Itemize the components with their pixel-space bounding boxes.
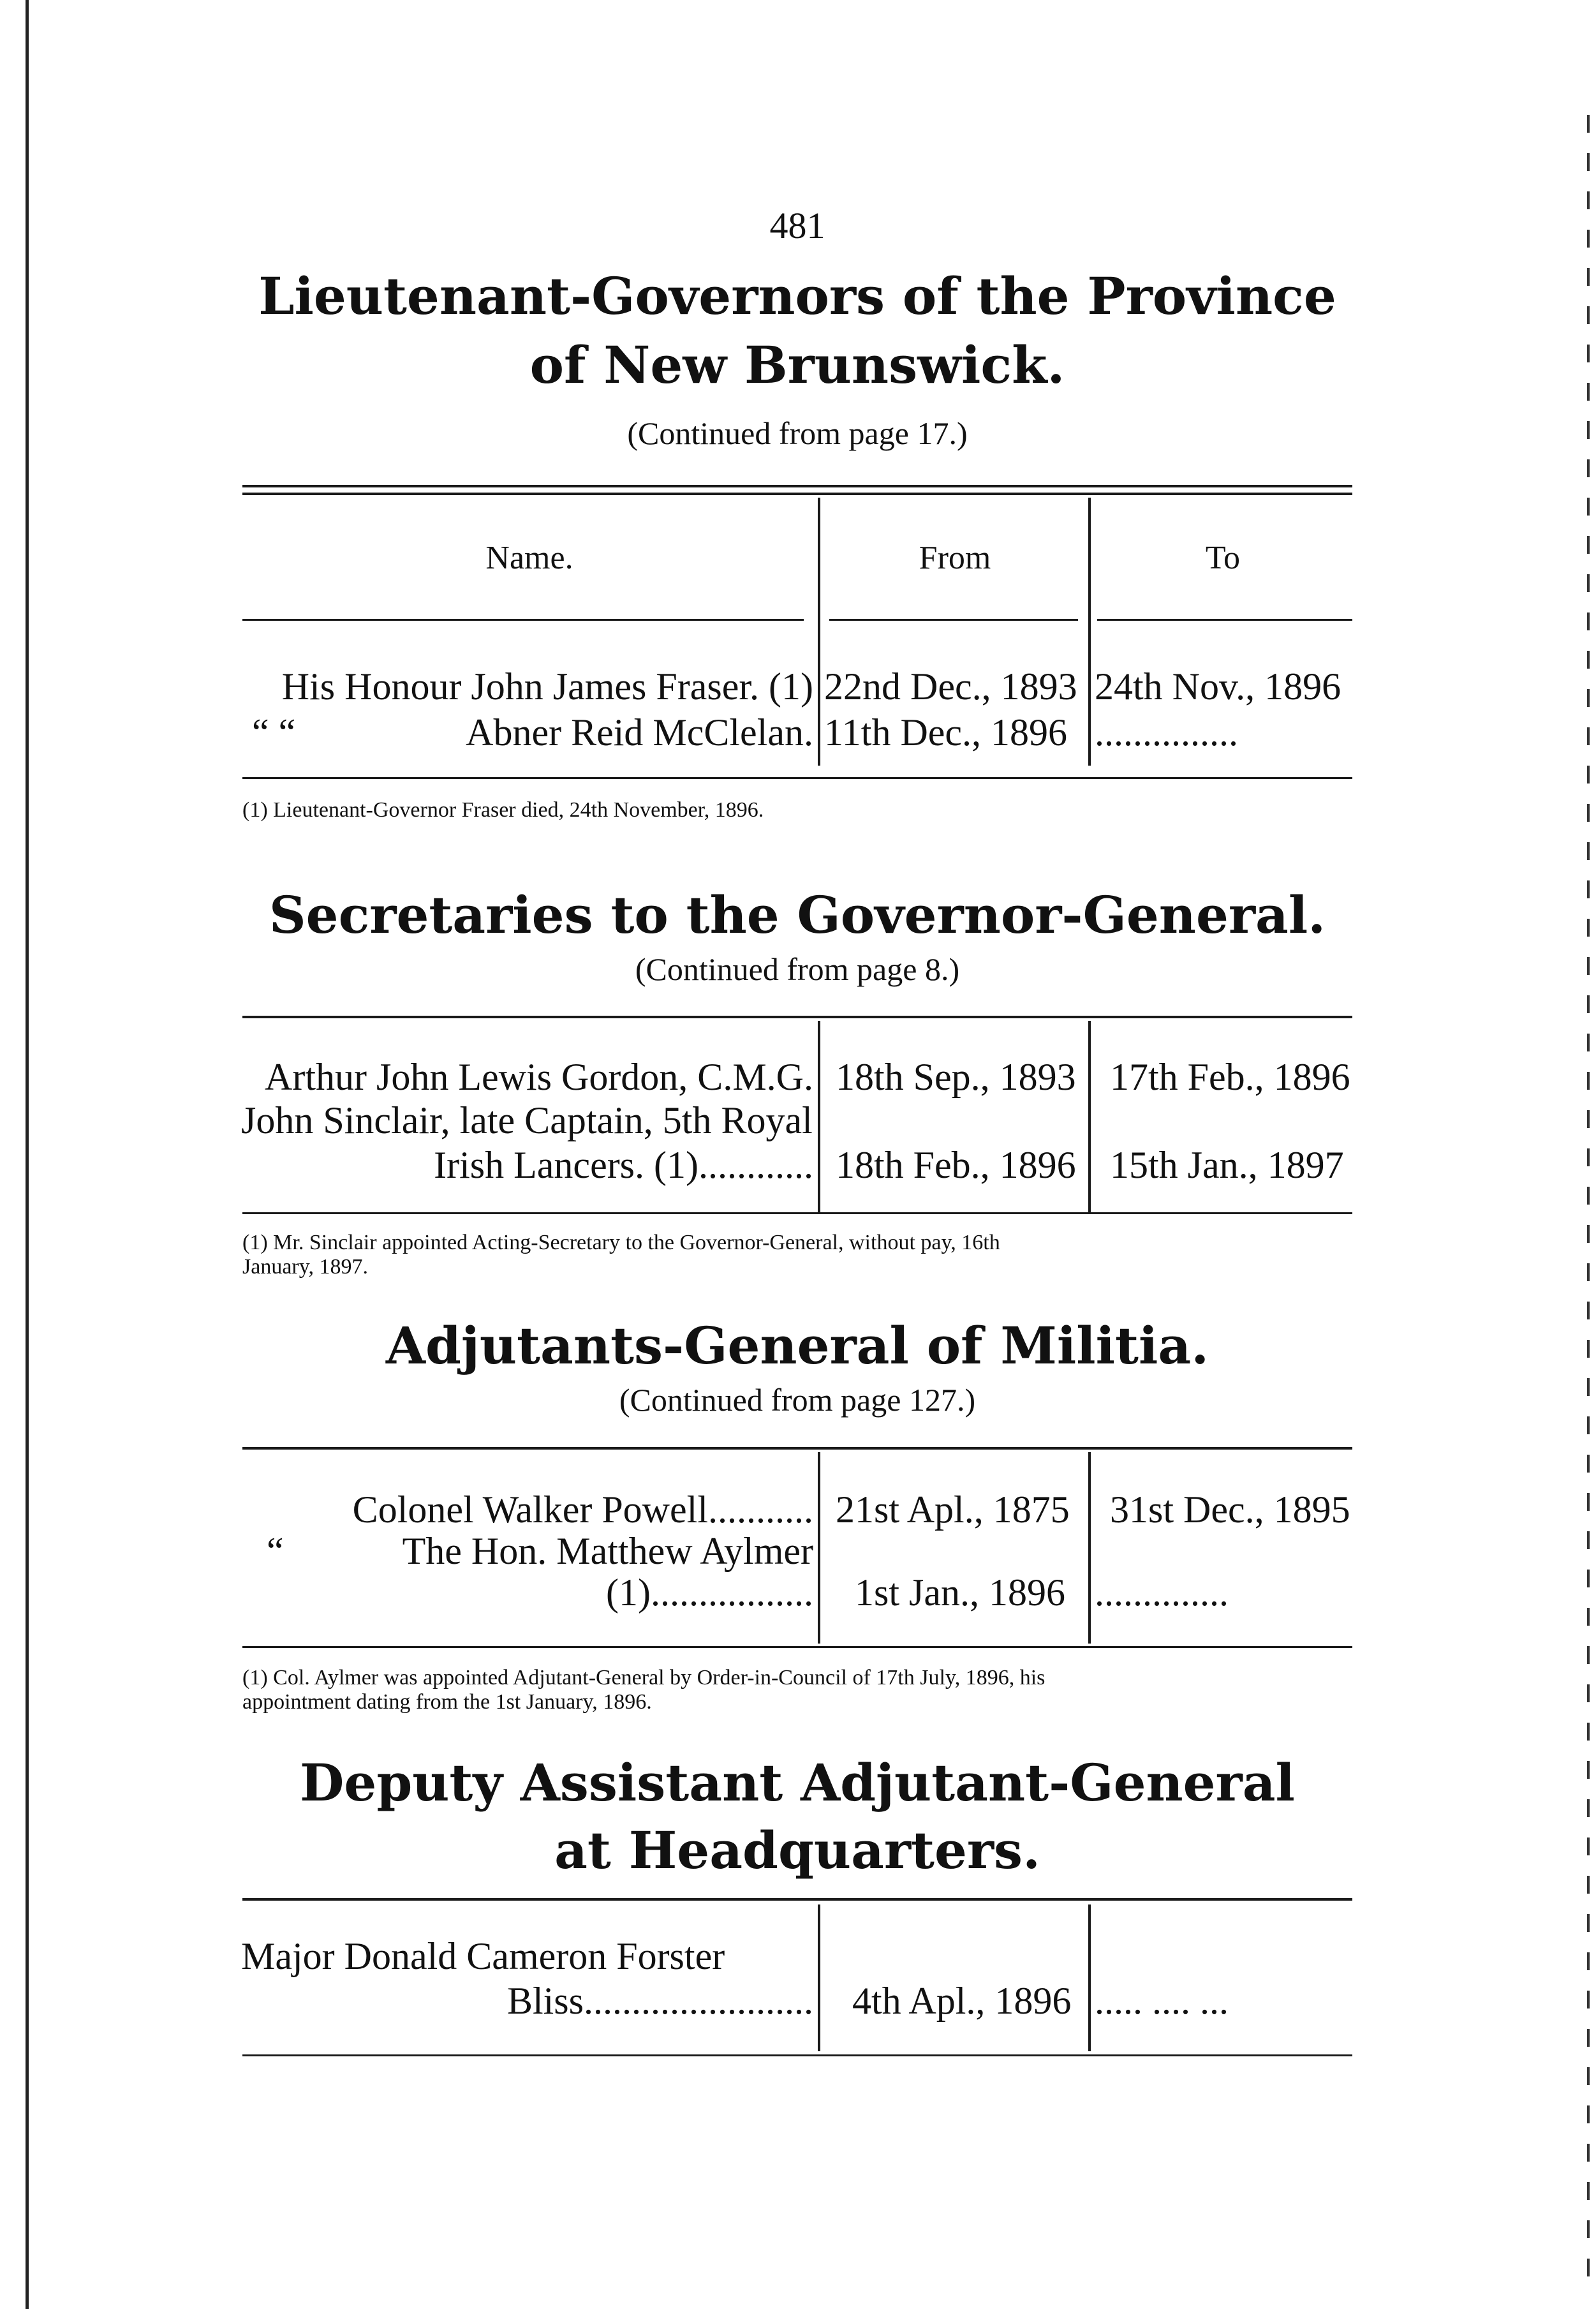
table-cell-name: Arthur John Lewis Gordon, C.M.G. (265, 1056, 813, 1098)
column-divider (818, 1452, 820, 1644)
page-number: 481 (769, 205, 825, 246)
table-cell-to: 31st Dec., 1895 (1110, 1489, 1350, 1531)
table-top-rule (242, 1016, 1352, 1018)
section-title: Deputy Assistant Adjutant-General (300, 1753, 1295, 1813)
ditto-mark: “ (267, 1530, 284, 1572)
footnote-line2: January, 1897. (242, 1255, 369, 1279)
column-divider (1088, 1904, 1091, 2051)
section-title-line2: at Headquarters. (554, 1820, 1040, 1880)
page-right-edge (1587, 115, 1590, 2284)
table-cell-name-line2: Bliss........................ (506, 1980, 813, 2022)
section-title: Lieutenant-Governors of the Province (258, 266, 1336, 326)
table-cell-from: 18th Feb., 1896 (836, 1144, 1076, 1186)
table-cell-from: 18th Sep., 1893 (836, 1056, 1076, 1098)
column-divider (1088, 1452, 1091, 1644)
table-cell-name: His Honour John James Fraser. (1) (281, 665, 813, 708)
table-cell-name: The Hon. Matthew Aylmer (402, 1530, 813, 1572)
table-cell-to: 17th Feb., 1896 (1110, 1056, 1350, 1098)
table-cell-from: 11th Dec., 1896 (824, 711, 1068, 754)
table-bottom-rule (242, 777, 1352, 779)
table-cell-name: Colonel Walker Powell........... (352, 1489, 813, 1531)
column-header-from: From (919, 540, 991, 576)
footnote: (1) Lieutenant-Governor Fraser died, 24th November, 1896. (242, 798, 764, 822)
continued-note: (Continued from page 17.) (627, 415, 968, 451)
ditto-marks: “ “ (252, 711, 296, 754)
table-top-rule (242, 1447, 1352, 1450)
column-divider (818, 1904, 820, 2051)
table-bottom-rule (242, 2054, 1352, 2056)
table-cell-to: .............. (1095, 1571, 1229, 1614)
header-rule (242, 619, 804, 621)
continued-note: (Continued from page 8.) (635, 951, 960, 987)
table-cell-from: 22nd Dec., 1893 (824, 665, 1077, 708)
table-top-rule (242, 485, 1352, 487)
table-cell-to: ..... .... ... (1095, 1980, 1229, 2022)
continued-note: (Continued from page 127.) (619, 1382, 976, 1418)
table-cell-name-line2: Irish Lancers. (1)............ (434, 1144, 813, 1186)
column-divider (1088, 498, 1091, 766)
column-divider (818, 1021, 820, 1212)
footnote: (1) Mr. Sinclair appointed Acting-Secretary to the Governor-General, without pay, 16th (242, 1231, 1000, 1254)
table-cell-to: 15th Jan., 1897 (1110, 1144, 1344, 1186)
footnote: (1) Col. Aylmer was appointed Adjutant-General by Order-in-Council of 17th July, 1896, his (242, 1666, 1046, 1689)
table-bottom-rule (242, 1646, 1352, 1648)
table-cell-name-line2: (1)................. (606, 1571, 813, 1614)
table-cell-from: 4th Apl., 1896 (852, 1980, 1072, 2022)
table-cell-name: Major Donald Cameron Forster (241, 1935, 725, 1977)
footnote-line2: appointment dating from the 1st January, 1896. (242, 1690, 652, 1714)
table-bottom-rule (242, 1212, 1352, 1214)
section-title: Secretaries to the Governor-General. (269, 885, 1326, 945)
table-cell-from: 21st Apl., 1875 (836, 1489, 1070, 1531)
table-cell-name: Abner Reid McClelan. (466, 711, 813, 754)
table-cell-to: 24th Nov., 1896 (1095, 665, 1341, 708)
header-rule (829, 619, 1078, 621)
table-cell-to: ............... (1095, 711, 1238, 754)
section-title: Adjutants-General of Militia. (385, 1316, 1209, 1376)
table-cell-from: 1st Jan., 1896 (855, 1571, 1065, 1614)
page-left-edge (26, 0, 29, 2309)
section-title-line2: of New Brunswick. (529, 335, 1065, 395)
column-divider (818, 498, 820, 766)
header-rule (1097, 619, 1352, 621)
table-top-rule (242, 1898, 1352, 1901)
table-cell-name: John Sinclair, late Captain, 5th Royal (241, 1099, 813, 1141)
column-divider (1088, 1021, 1091, 1212)
column-header-name: Name. (485, 540, 573, 576)
column-header-to: To (1205, 540, 1241, 576)
table-top-rule-2 (242, 493, 1352, 495)
